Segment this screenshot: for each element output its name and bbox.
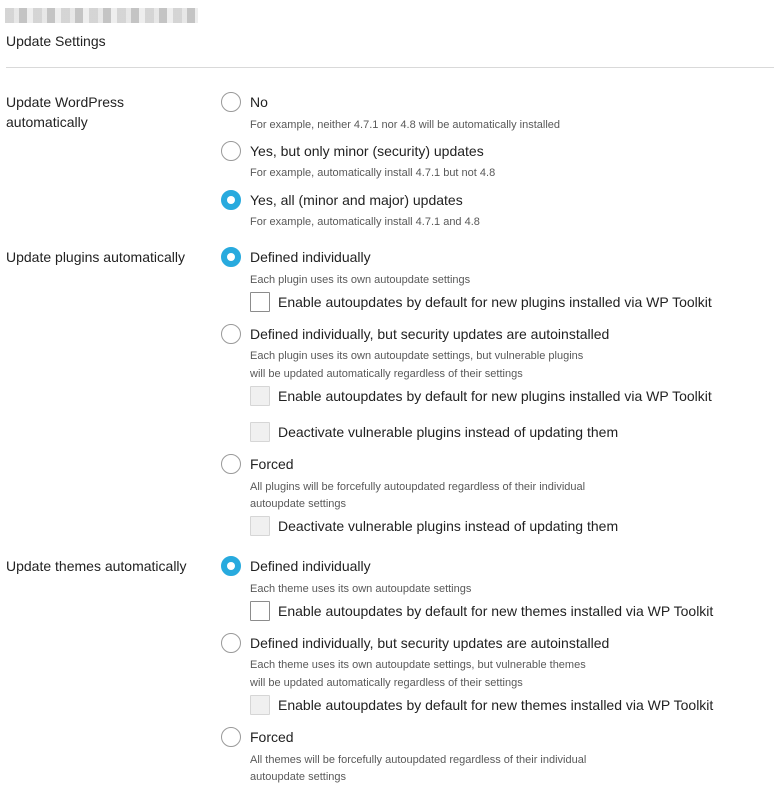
- plugins-security-deactivate-checkbox[interactable]: [250, 422, 270, 442]
- plugins-forced-radio[interactable]: [221, 454, 241, 474]
- themes-update-label: Update themes automatically: [6, 558, 187, 574]
- blurred-header-text: [5, 8, 198, 23]
- wordpress-minor-hint: For example, automatically install 4.7.1 but not 4.8: [250, 167, 496, 179]
- plugins-security-radio[interactable]: [221, 324, 241, 344]
- plugins-individual-radio[interactable]: [221, 247, 241, 267]
- wordpress-no-radio[interactable]: [221, 92, 241, 112]
- themes-security-radio[interactable]: [221, 633, 241, 653]
- plugins-security-enable-autoupdates-checkbox[interactable]: [250, 386, 270, 406]
- wordpress-all-radio[interactable]: [221, 190, 241, 210]
- wordpress-all-label[interactable]: Yes, all (minor and major) updates: [250, 192, 463, 208]
- wordpress-all-hint: For example, automatically install 4.7.1 and 4.8: [250, 216, 480, 228]
- themes-security-enable-autoupdates-checkbox[interactable]: [250, 695, 270, 715]
- themes-security-enable-autoupdates-label: Enable autoupdates by default for new themes installed via WP Toolkit: [278, 697, 714, 713]
- plugins-security-label[interactable]: Defined individually, but security updates are autoinstalled: [250, 326, 610, 342]
- plugins-security-hint-line2: will be updated automatically regardless of their settings: [250, 368, 523, 380]
- wordpress-minor-label[interactable]: Yes, but only minor (security) updates: [250, 143, 484, 159]
- themes-forced-hint-line1: All themes will be forcefully autoupdated regardless of their individual: [250, 754, 587, 766]
- wordpress-no-label[interactable]: No: [250, 94, 268, 110]
- plugins-update-label: Update plugins automatically: [6, 249, 185, 265]
- wordpress-no-hint: For example, neither 4.7.1 nor 4.8 will be automatically installed: [250, 119, 560, 131]
- plugins-enable-autoupdates-checkbox[interactable]: [250, 292, 270, 312]
- divider: [6, 67, 774, 68]
- themes-enable-autoupdates-label[interactable]: Enable autoupdates by default for new themes installed via WP Toolkit: [278, 603, 714, 619]
- plugins-security-hint-line1: Each plugin uses its own autoupdate settings, but vulnerable plugins: [250, 350, 584, 362]
- plugins-forced-hint-line1: All plugins will be forcefully autoupdated regardless of their individual: [250, 481, 586, 493]
- plugins-enable-autoupdates-label[interactable]: Enable autoupdates by default for new plugins installed via WP Toolkit: [278, 294, 712, 310]
- page-title: Update Settings: [6, 33, 106, 49]
- plugins-individual-hint: Each plugin uses its own autoupdate settings: [250, 274, 471, 286]
- plugins-forced-deactivate-label: Deactivate vulnerable plugins instead of updating them: [278, 518, 619, 534]
- wordpress-minor-radio[interactable]: [221, 141, 241, 161]
- plugins-forced-label[interactable]: Forced: [250, 456, 294, 472]
- themes-forced-hint-line2: autoupdate settings: [250, 771, 347, 783]
- plugins-individual-label[interactable]: Defined individually: [250, 249, 371, 265]
- themes-security-hint-line1: Each theme uses its own autoupdate settings, but vulnerable themes: [250, 659, 586, 671]
- themes-forced-label[interactable]: Forced: [250, 729, 294, 745]
- themes-security-label[interactable]: Defined individually, but security updates are autoinstalled: [250, 635, 610, 651]
- plugins-security-deactivate-label: Deactivate vulnerable plugins instead of updating them: [278, 424, 619, 440]
- plugins-security-enable-autoupdates-label: Enable autoupdates by default for new plugins installed via WP Toolkit: [278, 388, 712, 404]
- themes-individual-radio[interactable]: [221, 556, 241, 576]
- themes-forced-radio[interactable]: [221, 727, 241, 747]
- plugins-forced-hint-line2: autoupdate settings: [250, 498, 347, 510]
- plugins-forced-deactivate-checkbox[interactable]: [250, 516, 270, 536]
- themes-enable-autoupdates-checkbox[interactable]: [250, 601, 270, 621]
- wordpress-update-label: Update WordPress automatically: [6, 94, 125, 130]
- themes-security-hint-line2: will be updated automatically regardless of their settings: [250, 677, 523, 689]
- themes-individual-hint: Each theme uses its own autoupdate settings: [250, 583, 472, 595]
- themes-individual-label[interactable]: Defined individually: [250, 558, 371, 574]
